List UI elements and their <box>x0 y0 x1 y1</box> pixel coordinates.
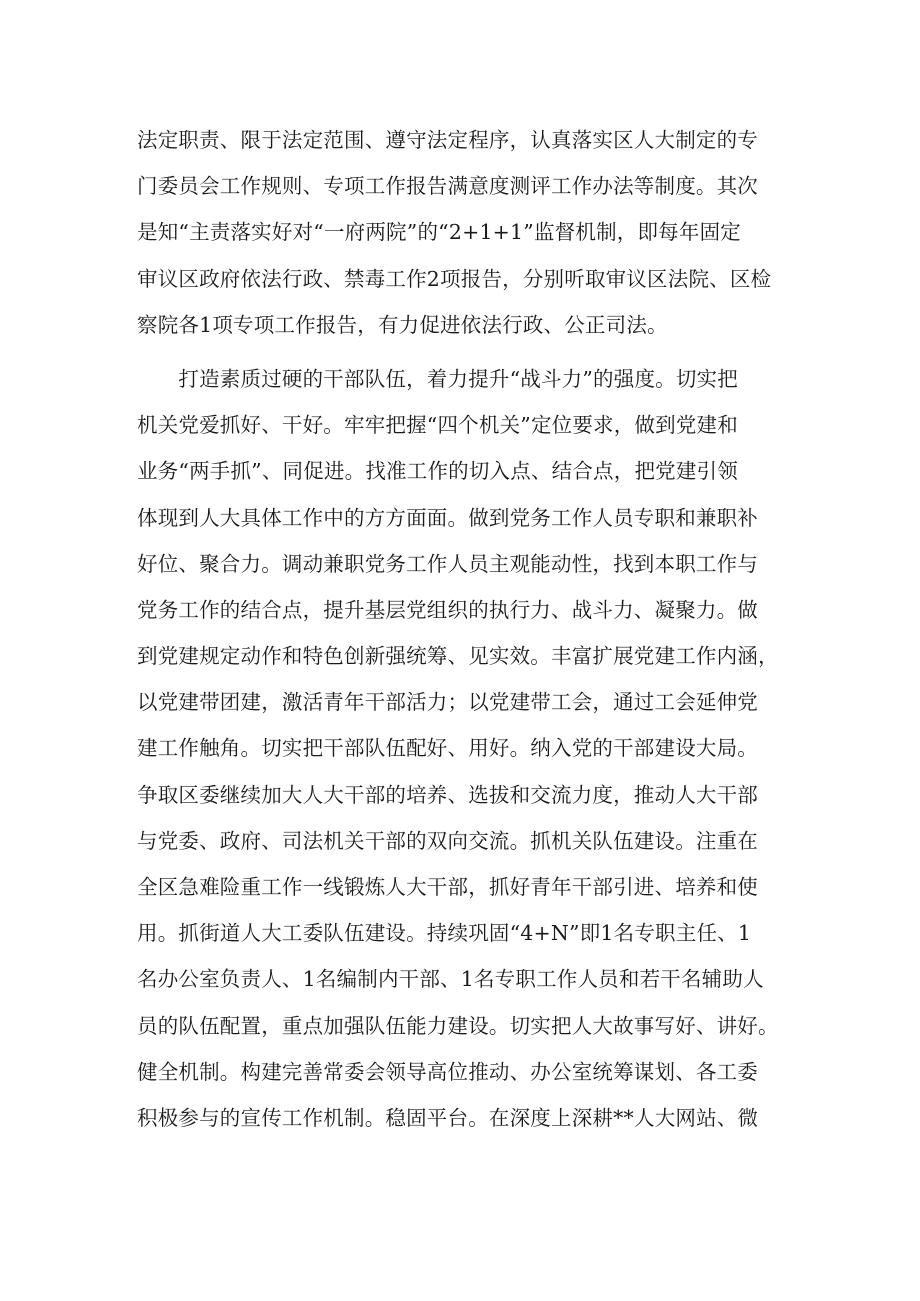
text-line: 体现到人大具体工作中的方方面面。做到党务工作人员专职和兼职补 <box>137 505 758 530</box>
text-line: 争取区委继续加大人大干部的培养、选拔和交流力度，推动人大干部 <box>137 782 758 807</box>
text-line: 门委员会工作规则、专项工作报告满意度测评工作办法等制度。其次 <box>137 174 758 199</box>
text-line: 以党建带团建，激活青年干部活力；以党建带工会，通过工会延伸党 <box>137 690 758 715</box>
text-line: 业务“两手抓”、同促进。找准工作的切入点、结合点，把党建引领 <box>137 459 738 484</box>
text-line: 用。抓街道人大工委队伍建设。持续巩固“4+N”即1名专职主任、1 <box>137 921 752 946</box>
text-line: 与党委、政府、司法机关干部的双向交流。抓机关队伍建设。注重在 <box>137 828 758 853</box>
text-line: 积极参与的宣传工作机制。稳固平台。在深度上深耕**人大网站、微 <box>137 1105 759 1130</box>
paragraph-gap <box>137 348 789 356</box>
text-line: 打造素质过硬的干部队伍，着力提升“战斗力”的强度。切实把 <box>137 366 738 391</box>
text-line: 到党建规定动作和特色创新强统筹、见实效。丰富扩展党建工作内涵， <box>137 644 779 669</box>
text-line: 机关党爱抓好、干好。牢牢把握“四个机关”定位要求，做到党建和 <box>137 413 738 438</box>
text-line: 好位、聚合力。调动兼职党务工作人员主观能动性，找到本职工作与 <box>137 551 758 576</box>
text-line: 察院各1项专项工作报告，有力促进依法行政、公正司法。 <box>137 312 668 337</box>
body-text <box>137 117 789 1141</box>
text-line: 是知“主责落实好对“一府两院”的“2+1+1”监督机制，即每年固定 <box>137 220 741 245</box>
text-line: 名办公室负责人、1名编制内干部、1名专职工作人员和若干名辅助人 <box>137 967 764 992</box>
text-line: 员的队伍配置，重点加强队伍能力建设。切实把人大故事写好、讲好。 <box>137 1013 779 1038</box>
text-line: 审议区政府依法行政、禁毒工作2项报告，分别听取审议区法院、区检 <box>137 266 772 291</box>
text-line: 健全机制。构建完善常委会领导高位推动、办公室统筹谋划、各工委 <box>137 1059 758 1084</box>
text-line: 法定职责、限于法定范围、遵守法定程序，认真落实区人大制定的专 <box>137 128 758 152</box>
text-line: 党务工作的结合点，提升基层党组织的执行力、战斗力、凝聚力。做 <box>137 597 758 622</box>
text-line: 全区急难险重工作一线锻炼人大干部，抓好青年干部引进、培养和使 <box>137 875 758 899</box>
text-line: 建工作触角。切实把干部队伍配好、用好。纳入党的干部建设大局。 <box>137 736 758 761</box>
